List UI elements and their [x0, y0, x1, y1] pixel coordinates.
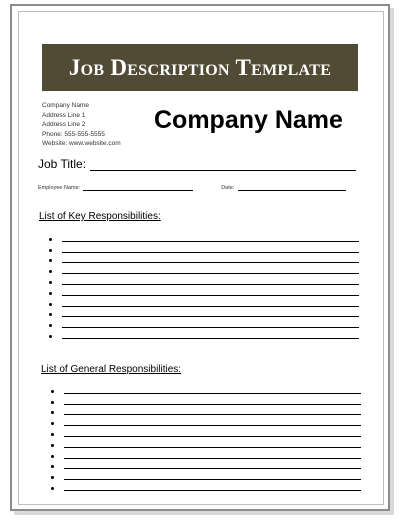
list-item	[51, 394, 361, 405]
list-item	[51, 383, 361, 394]
list-item	[51, 426, 361, 437]
list-item	[49, 328, 359, 339]
employee-name-field[interactable]	[83, 184, 193, 191]
list-item	[49, 231, 359, 242]
company-info-line: Website: www.website.com	[42, 140, 121, 147]
responsibility-field[interactable]	[62, 231, 359, 242]
list-item	[49, 307, 359, 318]
employee-date-row	[38, 184, 358, 191]
bullet-icon	[49, 313, 52, 316]
list-item	[49, 274, 359, 285]
responsibility-field[interactable]	[62, 285, 359, 296]
bullet-icon	[49, 249, 52, 252]
bullet-icon	[51, 422, 54, 425]
responsibility-field[interactable]	[64, 426, 361, 437]
date-field[interactable]	[238, 184, 346, 191]
general-responsibilities-heading: List of General Responsibilities:	[41, 364, 182, 375]
responsibility-field[interactable]	[64, 448, 361, 459]
bullet-icon	[51, 411, 54, 414]
key-responsibilities-heading: List of Key Responsibilities:	[39, 211, 161, 222]
bullet-icon	[49, 303, 52, 306]
employee-name-label: Employee Name:	[38, 185, 81, 191]
company-name-heading: Company Name	[154, 106, 343, 134]
responsibility-field[interactable]	[62, 252, 359, 263]
responsibility-field[interactable]	[62, 242, 359, 253]
responsibility-field[interactable]	[64, 480, 361, 491]
date-label: Date:	[221, 185, 235, 191]
bullet-icon	[49, 270, 52, 273]
responsibility-field[interactable]	[62, 317, 359, 328]
bullet-icon	[51, 444, 54, 447]
company-address-block	[42, 101, 121, 149]
bullet-icon	[49, 281, 52, 284]
responsibility-field[interactable]	[62, 274, 359, 285]
bullet-icon	[49, 324, 52, 327]
responsibility-field[interactable]	[64, 383, 361, 394]
bullet-icon	[49, 292, 52, 295]
responsibility-field[interactable]	[64, 404, 361, 415]
bullet-icon	[51, 401, 54, 404]
company-info-line: Phone: 555-555-5555	[42, 130, 105, 138]
bullet-icon	[51, 476, 54, 479]
company-info-line: Address Line 1	[42, 111, 86, 119]
responsibility-field[interactable]	[64, 469, 361, 480]
bullet-icon	[49, 259, 52, 262]
general-responsibilities-list	[51, 383, 361, 491]
job-title-row	[38, 157, 356, 171]
list-item	[51, 437, 361, 448]
bullet-icon	[49, 238, 52, 241]
list-item	[49, 317, 359, 328]
bullet-icon	[51, 487, 54, 490]
bullet-icon	[49, 335, 52, 338]
list-item	[49, 263, 359, 274]
responsibility-field[interactable]	[64, 415, 361, 426]
list-item	[51, 480, 361, 491]
list-item	[51, 405, 361, 416]
list-item	[51, 448, 361, 459]
company-info-line: Address Line 2	[42, 121, 86, 128]
responsibility-field[interactable]	[64, 437, 361, 448]
document-title-banner: Job Description Template	[42, 44, 358, 91]
key-responsibilities-list	[49, 231, 359, 339]
bullet-icon	[51, 455, 54, 458]
list-item	[49, 285, 359, 296]
responsibility-field[interactable]	[62, 306, 359, 317]
list-item	[49, 242, 359, 253]
responsibility-field[interactable]	[64, 458, 361, 469]
bullet-icon	[51, 390, 54, 393]
company-info-line: Company Name	[42, 102, 89, 109]
list-item	[51, 415, 361, 426]
list-item	[49, 253, 359, 264]
list-item	[49, 296, 359, 307]
list-item	[51, 469, 361, 480]
bullet-icon	[51, 465, 54, 468]
responsibility-field[interactable]	[64, 394, 361, 405]
job-title-field[interactable]	[90, 159, 356, 171]
responsibility-field[interactable]	[62, 296, 359, 307]
bullet-icon	[51, 433, 54, 436]
list-item	[51, 459, 361, 470]
responsibility-field[interactable]	[62, 328, 359, 339]
responsibility-field[interactable]	[62, 263, 359, 274]
job-title-label: Job Title:	[38, 157, 87, 171]
